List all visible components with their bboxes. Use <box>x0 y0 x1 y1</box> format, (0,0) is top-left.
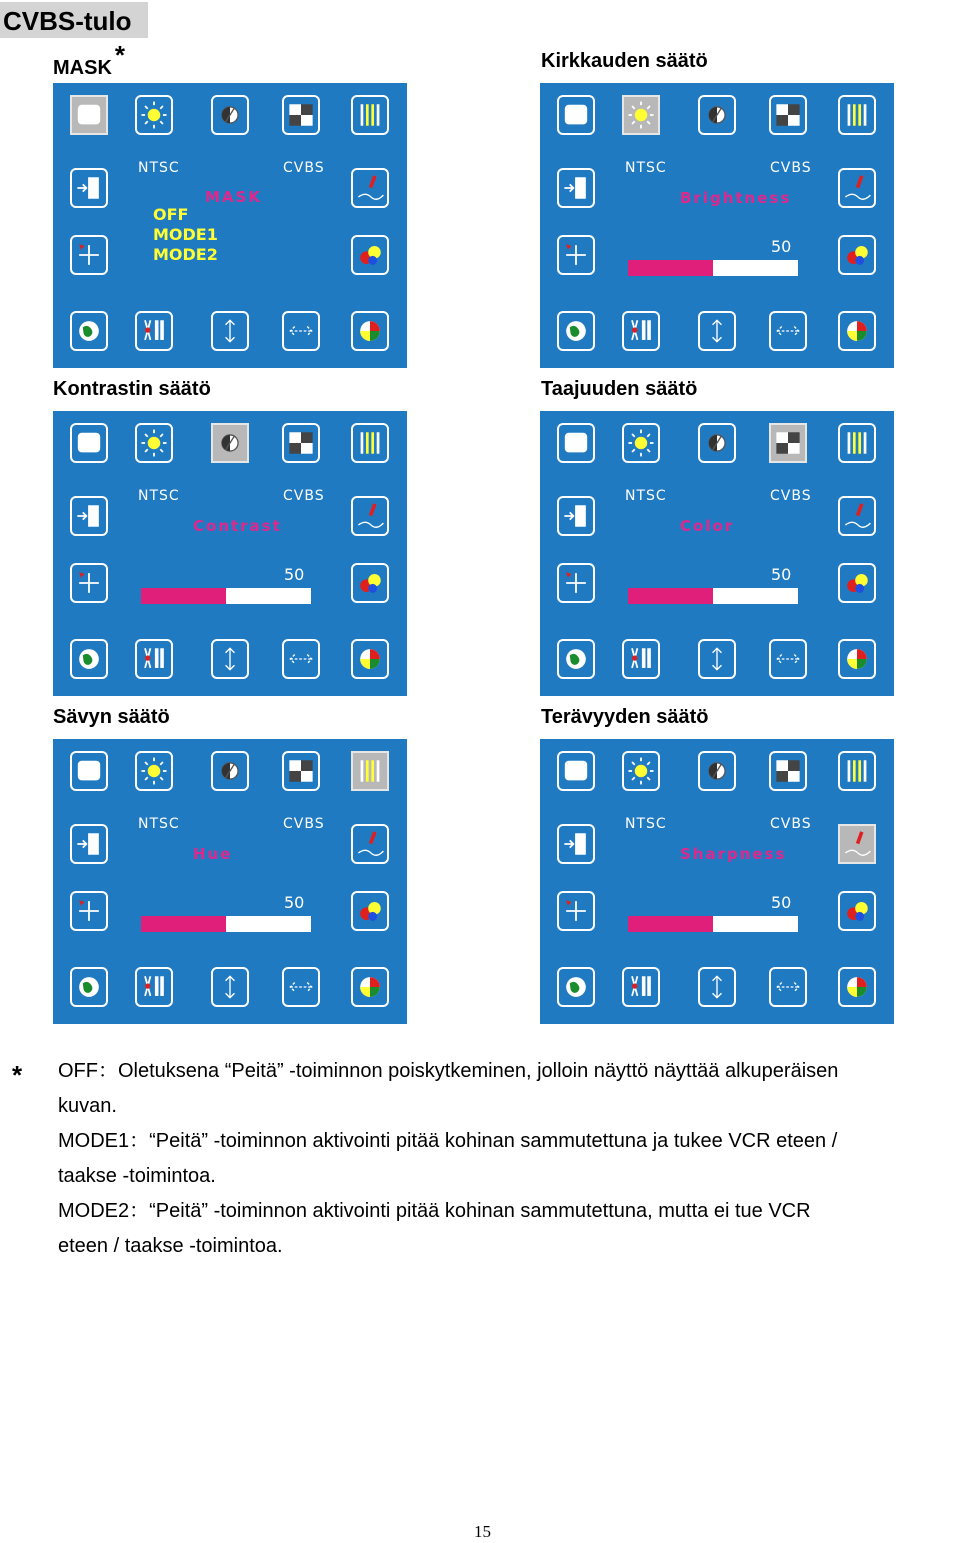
function-label: Hue <box>193 845 233 863</box>
move-icon[interactable] <box>70 891 108 931</box>
caption-text: MASK <box>53 57 112 79</box>
osd-panel-hue <box>53 739 407 1024</box>
value-label: 50 <box>284 565 305 584</box>
input-label: CVBS <box>283 160 325 176</box>
contrast-icon[interactable] <box>211 423 249 463</box>
bars-icon[interactable] <box>838 95 876 135</box>
color-balls-icon[interactable] <box>351 891 389 931</box>
standard-label: NTSC <box>625 488 667 504</box>
contrast-icon[interactable] <box>698 751 736 791</box>
move-icon[interactable] <box>557 563 595 603</box>
exit-door-icon[interactable] <box>557 824 595 864</box>
standard-label: NTSC <box>138 160 180 176</box>
color-blocks-icon[interactable] <box>282 95 320 135</box>
level-bar-fill <box>628 916 713 932</box>
value-label: 50 <box>771 237 792 256</box>
level-bar-fill <box>141 916 226 932</box>
window-icon[interactable] <box>70 423 108 463</box>
mask-option[interactable]: OFF <box>153 205 189 224</box>
color-blocks-icon[interactable] <box>769 95 807 135</box>
osd-panel-mask <box>53 83 407 368</box>
vertical-size-icon[interactable] <box>698 967 736 1007</box>
pen-icon[interactable] <box>351 496 389 536</box>
sun-icon[interactable] <box>135 751 173 791</box>
function-label: Brightness <box>680 189 792 207</box>
tools-icon[interactable] <box>135 967 173 1007</box>
contrast-icon[interactable] <box>698 95 736 135</box>
vertical-size-icon[interactable] <box>698 639 736 679</box>
horizontal-size-icon[interactable] <box>769 967 807 1007</box>
bars-icon[interactable] <box>838 751 876 791</box>
color-balls-icon[interactable] <box>351 235 389 275</box>
sun-icon[interactable] <box>622 751 660 791</box>
globe-icon[interactable] <box>557 967 595 1007</box>
move-icon[interactable] <box>557 891 595 931</box>
horizontal-size-icon[interactable] <box>282 311 320 351</box>
contrast-icon[interactable] <box>698 423 736 463</box>
window-icon[interactable] <box>557 95 595 135</box>
note-mode2-line2: eteen / taakse -toimintoa. <box>58 1235 283 1257</box>
mask-option[interactable]: MODE1 <box>153 225 218 244</box>
note-off-line2: kuvan. <box>58 1095 117 1117</box>
caption-brightness: Kirkkauden säätö <box>541 50 708 72</box>
sun-icon[interactable] <box>135 95 173 135</box>
osd-panel-color <box>540 411 894 696</box>
tools-icon[interactable] <box>622 639 660 679</box>
level-bar[interactable] <box>628 260 798 276</box>
caption-hue: Sävyn säätö <box>53 706 170 728</box>
exit-door-icon[interactable] <box>557 496 595 536</box>
standard-label: NTSC <box>138 816 180 832</box>
color-quad-icon[interactable] <box>838 967 876 1007</box>
exit-door-icon[interactable] <box>70 496 108 536</box>
color-blocks-icon[interactable] <box>282 751 320 791</box>
level-bar-fill <box>141 588 226 604</box>
globe-icon[interactable] <box>557 639 595 679</box>
function-label: MASK <box>205 188 262 206</box>
function-label: Color <box>680 517 735 535</box>
color-quad-icon[interactable] <box>351 311 389 351</box>
bars-icon[interactable] <box>351 423 389 463</box>
caption-color: Taajuuden säätö <box>541 378 698 400</box>
window-icon[interactable] <box>557 423 595 463</box>
horizontal-size-icon[interactable] <box>769 639 807 679</box>
color-quad-icon[interactable] <box>838 639 876 679</box>
window-icon[interactable] <box>557 751 595 791</box>
pen-icon[interactable] <box>838 168 876 208</box>
move-icon[interactable] <box>557 235 595 275</box>
function-label: Sharpness <box>680 845 787 863</box>
globe-icon[interactable] <box>70 639 108 679</box>
contrast-icon[interactable] <box>211 751 249 791</box>
vertical-size-icon[interactable] <box>698 311 736 351</box>
globe-icon[interactable] <box>70 311 108 351</box>
function-label: Contrast <box>193 517 282 535</box>
bars-icon[interactable] <box>351 95 389 135</box>
vertical-size-icon[interactable] <box>211 311 249 351</box>
tools-icon[interactable] <box>135 311 173 351</box>
osd-panel-sharpness <box>540 739 894 1024</box>
horizontal-size-icon[interactable] <box>769 311 807 351</box>
globe-icon[interactable] <box>70 967 108 1007</box>
sun-icon[interactable] <box>622 423 660 463</box>
color-balls-icon[interactable] <box>838 563 876 603</box>
level-bar-fill <box>628 588 713 604</box>
page-number: 15 <box>474 1522 491 1541</box>
note-mode2-line1: MODE2：“Peitä” -toiminnon aktivointi pitää kohinan sammutettuna, mutta ei tue VCR <box>58 1200 811 1222</box>
exit-door-icon[interactable] <box>70 824 108 864</box>
level-bar[interactable] <box>628 588 798 604</box>
value-label: 50 <box>771 565 792 584</box>
level-bar-fill <box>628 260 713 276</box>
color-blocks-icon[interactable] <box>769 423 807 463</box>
level-bar[interactable] <box>141 916 311 932</box>
pen-icon[interactable] <box>351 824 389 864</box>
color-quad-icon[interactable] <box>838 311 876 351</box>
input-label: CVBS <box>770 488 812 504</box>
globe-icon[interactable] <box>557 311 595 351</box>
caption-contrast: Kontrastin säätö <box>53 378 211 400</box>
level-bar[interactable] <box>628 916 798 932</box>
color-balls-icon[interactable] <box>838 891 876 931</box>
color-blocks-icon[interactable] <box>282 423 320 463</box>
vertical-size-icon[interactable] <box>211 967 249 1007</box>
level-bar[interactable] <box>141 588 311 604</box>
caption-sharpness: Terävyyden säätö <box>541 706 709 728</box>
mask-option[interactable]: MODE2 <box>153 245 218 264</box>
standard-label: NTSC <box>625 816 667 832</box>
move-icon[interactable] <box>70 563 108 603</box>
standard-label: NTSC <box>625 160 667 176</box>
bars-icon[interactable] <box>351 751 389 791</box>
exit-door-icon[interactable] <box>70 168 108 208</box>
sun-icon[interactable] <box>622 95 660 135</box>
note-mode1-line1: MODE1：“Peitä” -toiminnon aktivointi pitää kohinan sammutettuna ja tukee VCR eteen / <box>58 1130 838 1152</box>
note-mode1-line2: taakse -toimintoa. <box>58 1165 216 1187</box>
pen-icon[interactable] <box>838 496 876 536</box>
color-quad-icon[interactable] <box>351 639 389 679</box>
window-icon[interactable] <box>70 751 108 791</box>
move-icon[interactable] <box>70 235 108 275</box>
caption-star: * <box>114 40 126 70</box>
horizontal-size-icon[interactable] <box>282 639 320 679</box>
tools-icon[interactable] <box>622 967 660 1007</box>
color-quad-icon[interactable] <box>351 967 389 1007</box>
input-label: CVBS <box>770 160 812 176</box>
note-asterisk: * <box>12 1060 23 1090</box>
sun-icon[interactable] <box>135 423 173 463</box>
contrast-icon[interactable] <box>211 95 249 135</box>
standard-label: NTSC <box>138 488 180 504</box>
caption-mask <box>53 40 126 81</box>
color-blocks-icon[interactable] <box>769 751 807 791</box>
value-label: 50 <box>284 893 305 912</box>
osd-panel-brightness <box>540 83 894 368</box>
color-balls-icon[interactable] <box>838 235 876 275</box>
tools-icon[interactable] <box>135 639 173 679</box>
bars-icon[interactable] <box>838 423 876 463</box>
exit-door-icon[interactable] <box>557 168 595 208</box>
color-balls-icon[interactable] <box>351 563 389 603</box>
input-label: CVBS <box>770 816 812 832</box>
note-off-line1: OFF：Oletuksena “Peitä” -toiminnon poiskytkeminen, jolloin näyttö näyttää alkuperäisen <box>58 1060 839 1082</box>
value-label: 50 <box>771 893 792 912</box>
tools-icon[interactable] <box>622 311 660 351</box>
pen-icon[interactable] <box>351 168 389 208</box>
window-icon[interactable] <box>70 95 108 135</box>
horizontal-size-icon[interactable] <box>282 967 320 1007</box>
page-heading: CVBS-tulo <box>0 2 148 38</box>
vertical-size-icon[interactable] <box>211 639 249 679</box>
osd-panel-contrast <box>53 411 407 696</box>
input-label: CVBS <box>283 488 325 504</box>
pen-icon[interactable] <box>838 824 876 864</box>
input-label: CVBS <box>283 816 325 832</box>
